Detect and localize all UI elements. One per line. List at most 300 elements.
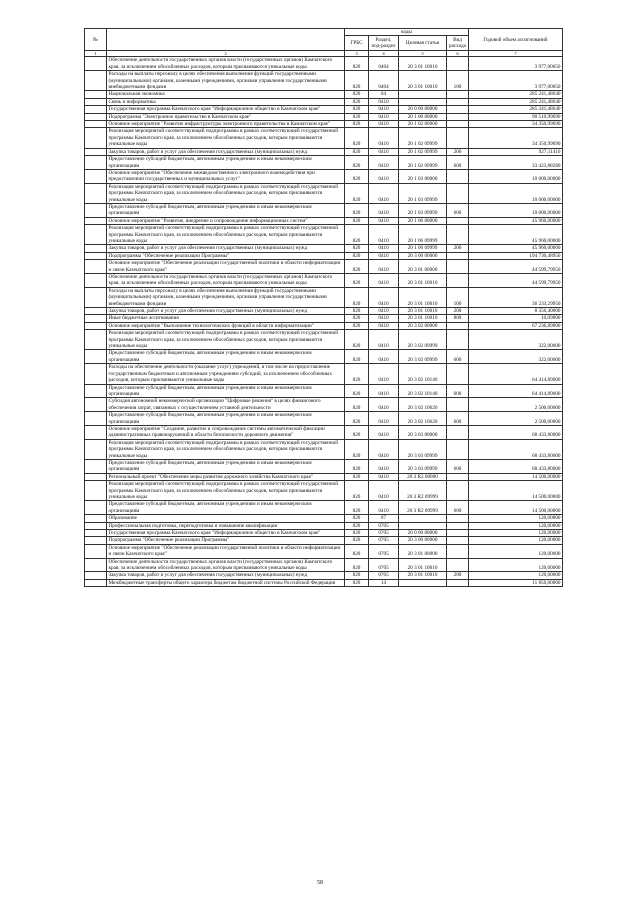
cell-razdel: 0404 <box>369 57 399 71</box>
cell-tsel <box>399 522 447 529</box>
header-grbs: ГРБС <box>345 36 369 51</box>
cell-sum: 322,00000 <box>469 330 563 350</box>
cell-vid: 200 <box>447 148 469 155</box>
cell-razdel: 0410 <box>369 350 399 364</box>
cell-tsel: 20 3 R2 00000 <box>399 473 447 480</box>
cell-vid <box>447 579 469 586</box>
cell-vid <box>447 113 469 120</box>
cell-grbs: 820 <box>345 412 369 426</box>
cell-name: Предоставление субсидий бюджетным, автономным учреждениям и иным некоммерческим организациям <box>107 412 345 426</box>
cell-name: Государственная программа Камчатского края "Информационное общество в Камчатском крае" <box>107 530 345 537</box>
cell-vid <box>447 217 469 224</box>
cell-name: Закупка товаров, работ и услуг для обеспечения государственных (муниципальных) нужд <box>107 308 345 315</box>
cell-name: Реализация мероприятий соответствующей подпрограммы в рамках соответствующей государственной программы Камчатского края, за исключением обособленных расходов, которым присваиваются уникальные коды <box>107 225 345 245</box>
cell-grbs: 820 <box>345 203 369 217</box>
cell-razdel: 0410 <box>369 459 399 473</box>
cell-razdel: 0410 <box>369 148 399 155</box>
cell-tsel: 20 3 02 10620 <box>399 412 447 426</box>
header-codes: коды <box>345 29 469 36</box>
cell-sum: 120,00000 <box>469 530 563 537</box>
cell-razdel: 0705 <box>369 537 399 544</box>
document-page <box>84 28 562 587</box>
cell-vid <box>447 274 469 288</box>
cell-sum: 45 960,00000 <box>469 245 563 252</box>
cell-grbs: 820 <box>345 91 369 98</box>
cell-tsel: 20 3 02 09999 <box>399 330 447 350</box>
cell-grbs: 820 <box>345 148 369 155</box>
cell-no <box>85 113 107 120</box>
cell-name: Обеспечение деятельности государственных органов власти (государственных органов) Камчатского края, за исключением обособленных расходов, которым присваиваются уникальные коды <box>107 57 345 71</box>
cell-tsel: 20 1 06 09999 <box>399 245 447 252</box>
cell-name: Основное мероприятие "Развитие инфраструктуры электронного правительства в Камчатском крае" <box>107 121 345 128</box>
cell-grbs: 820 <box>345 530 369 537</box>
page-number: 58 <box>317 880 323 886</box>
cell-tsel: 20 1 03 00000 <box>399 169 447 183</box>
cell-sum: 3 977,00050 <box>469 57 563 71</box>
cell-no <box>85 98 107 105</box>
cell-no <box>85 121 107 128</box>
table-row <box>85 57 563 71</box>
cell-name: Расходы на обеспечение деятельности (оказание услуг) учреждений, в том числе на предоставление государственным бюджетным и автономным учреждениям субсидий, за исключением обособленных расходов, которым присваиваются уникальные коды <box>107 364 345 384</box>
cell-sum: 34 350,99690 <box>469 128 563 148</box>
cell-grbs: 820 <box>345 330 369 350</box>
cell-tsel: 20 1 03 09999 <box>399 183 447 203</box>
cell-grbs: 820 <box>345 98 369 105</box>
cell-name: Предоставление субсидий бюджетным, автономным учреждениям и иным некоммерческим организациям <box>107 203 345 217</box>
cell-razdel: 0410 <box>369 287 399 307</box>
cell-sum: 120,00000 <box>469 515 563 522</box>
cell-razdel: 0410 <box>369 274 399 288</box>
cell-name: Основное мероприятие "Обеспечение реализации государственной политики в области информатизации и связи Камчатского края" <box>107 260 345 274</box>
cell-sum: 64 414,89000 <box>469 364 563 384</box>
table-row <box>85 530 563 537</box>
cell-no <box>85 57 107 71</box>
cell-vid: 600 <box>447 384 469 398</box>
cell-razdel: 0410 <box>369 315 399 322</box>
cell-sum: 120,00000 <box>469 558 563 572</box>
cell-no <box>85 308 107 315</box>
cell-tsel: 20 1 00 00000 <box>399 113 447 120</box>
cell-vid <box>447 473 469 480</box>
cell-no <box>85 398 107 412</box>
cell-grbs: 820 <box>345 252 369 259</box>
cell-no <box>85 530 107 537</box>
cell-vid <box>447 481 469 501</box>
cell-sum: 120,00000 <box>469 572 563 579</box>
cell-tsel: 20 3 00 00000 <box>399 252 447 259</box>
table-row <box>85 91 563 98</box>
cell-sum: 285 241,48640 <box>469 106 563 113</box>
cell-sum: 11 850,00000 <box>469 579 563 586</box>
cell-no <box>85 71 107 91</box>
cell-no <box>85 330 107 350</box>
cell-tsel: 20 3 00 00000 <box>399 537 447 544</box>
cell-grbs: 820 <box>345 459 369 473</box>
cell-razdel: 0410 <box>369 481 399 501</box>
cell-no <box>85 245 107 252</box>
table-row <box>85 522 563 529</box>
cell-name: Основное мероприятие "Выполнение технологических функций в области информатизации" <box>107 322 345 329</box>
header-no: № <box>85 29 107 51</box>
table-row <box>85 384 563 398</box>
cell-sum: 33 423,88280 <box>469 156 563 170</box>
cell-grbs: 820 <box>345 522 369 529</box>
cell-no <box>85 260 107 274</box>
cell-no <box>85 501 107 515</box>
cell-sum: 8 356,40000 <box>469 308 563 315</box>
cell-sum: 322,00000 <box>469 350 563 364</box>
cell-vid: 600 <box>447 203 469 217</box>
cell-sum: 68 433,80000 <box>469 425 563 439</box>
cell-no <box>85 274 107 288</box>
cell-tsel: 20 3 01 10010 <box>399 57 447 71</box>
cell-grbs: 820 <box>345 57 369 71</box>
cell-sum: 68 433,80000 <box>469 459 563 473</box>
cell-razdel: 0410 <box>369 425 399 439</box>
cell-razdel: 14 <box>369 579 399 586</box>
cell-no <box>85 515 107 522</box>
cell-grbs: 820 <box>345 572 369 579</box>
cell-name: Подпрограмма "Обеспечение реализации Программы" <box>107 537 345 544</box>
header-razdel: Раздел, под-раздел <box>369 36 399 51</box>
table-row <box>85 315 563 322</box>
cell-name: Предоставление субсидий бюджетным, автономным учреждениям и иным некоммерческим организациям <box>107 156 345 170</box>
header-tsel: Целевая статья <box>399 36 447 51</box>
cell-name: Подпрограмма "Обеспечение реализации Программы" <box>107 252 345 259</box>
cell-no <box>85 481 107 501</box>
cell-no <box>85 322 107 329</box>
cell-vid: 800 <box>447 315 469 322</box>
cell-no <box>85 558 107 572</box>
cell-tsel: 20 3 02 10620 <box>399 398 447 412</box>
cell-grbs: 820 <box>345 537 369 544</box>
cell-sum: 44 599,79950 <box>469 260 563 274</box>
cell-name: Реализация мероприятий соответствующей подпрограммы в рамках соответствующей государственной программы Камчатского края, за исключением обособленных расходов, которым присваиваются уникальные коды <box>107 330 345 350</box>
cell-vid: 600 <box>447 501 469 515</box>
cell-tsel: 20 3 01 10010 <box>399 558 447 572</box>
table-row <box>85 481 563 501</box>
cell-tsel: 20 3 01 10010 <box>399 274 447 288</box>
table-row <box>85 322 563 329</box>
cell-razdel: 0705 <box>369 522 399 529</box>
cell-name: Реализация мероприятий соответствующей подпрограммы в рамках соответствующей государственной программы Камчатского края, за исключением обособленных расходов, которым присваиваются уникальные коды <box>107 481 345 501</box>
cell-razdel: 0705 <box>369 544 399 558</box>
cell-name: Связь и информатика <box>107 98 345 105</box>
table-row <box>85 169 563 183</box>
cell-razdel: 0410 <box>369 308 399 315</box>
cell-grbs: 820 <box>345 558 369 572</box>
cell-grbs: 820 <box>345 439 369 459</box>
cell-no <box>85 217 107 224</box>
cell-no <box>85 412 107 426</box>
cell-vid <box>447 106 469 113</box>
cell-grbs: 820 <box>345 274 369 288</box>
cell-name: Межбюджетные трансферты общего характера бюджетам бюджетной системы Российской Федерации <box>107 579 345 586</box>
cell-razdel: 0410 <box>369 98 399 105</box>
cell-sum: 44 599,79950 <box>469 274 563 288</box>
cell-razdel: 0410 <box>369 217 399 224</box>
cell-no <box>85 225 107 245</box>
cell-grbs: 820 <box>345 515 369 522</box>
cell-sum: 90 510,99690 <box>469 113 563 120</box>
table-row <box>85 544 563 558</box>
cell-vid: 200 <box>447 572 469 579</box>
cell-tsel: 20 3 02 00000 <box>399 322 447 329</box>
cell-name: Основное мероприятие "Создание, развитие и сопровождение системы автоматической фиксации административных правонарушений в области безопасности дорожного движения" <box>107 425 345 439</box>
cell-grbs: 820 <box>345 169 369 183</box>
cell-vid <box>447 439 469 459</box>
table-row <box>85 515 563 522</box>
cell-no <box>85 148 107 155</box>
cell-vid <box>447 121 469 128</box>
cell-sum: 14 500,00000 <box>469 473 563 480</box>
cell-no <box>85 183 107 203</box>
cell-tsel: 20 3 03 09999 <box>399 459 447 473</box>
cell-tsel <box>399 91 447 98</box>
cell-no <box>85 252 107 259</box>
cell-vid: 600 <box>447 459 469 473</box>
cell-grbs: 820 <box>345 398 369 412</box>
cell-sum: 10 000,00000 <box>469 203 563 217</box>
table-row <box>85 398 563 412</box>
cell-tsel: 20 3 01 10010 <box>399 287 447 307</box>
cell-no <box>85 544 107 558</box>
table-row <box>85 308 563 315</box>
table-row <box>85 572 563 579</box>
cell-sum: 67 236,89000 <box>469 322 563 329</box>
cell-sum: 34 350,99690 <box>469 121 563 128</box>
table-row <box>85 579 563 586</box>
table-row <box>85 148 563 155</box>
cell-sum: 64 414,89000 <box>469 384 563 398</box>
cell-grbs: 820 <box>345 121 369 128</box>
cell-tsel: 20 3 01 00000 <box>399 260 447 274</box>
table-row <box>85 425 563 439</box>
cell-sum: 120,00000 <box>469 544 563 558</box>
cell-name: Реализация мероприятий соответствующей подпрограммы в рамках соответствующей государственной программы Камчатского края, за исключением обособленных расходов, которым присваиваются уникальные коды <box>107 183 345 203</box>
cell-tsel: 20 1 06 09999 <box>399 225 447 245</box>
cell-tsel: 20 3 01 10010 <box>399 315 447 322</box>
cell-vid <box>447 128 469 148</box>
cell-no <box>85 439 107 459</box>
cell-razdel: 0410 <box>369 439 399 459</box>
cell-sum: 14 500,00000 <box>469 501 563 515</box>
cell-no <box>85 91 107 98</box>
cell-name: Предоставление субсидий бюджетным, автономным учреждениям и иным некоммерческим организациям <box>107 350 345 364</box>
cell-razdel: 04 <box>369 91 399 98</box>
cell-no <box>85 537 107 544</box>
cell-razdel: 0410 <box>369 121 399 128</box>
cell-tsel: 20 3 02 10140 <box>399 364 447 384</box>
table-row <box>85 98 563 105</box>
table-row <box>85 459 563 473</box>
table-row <box>85 203 563 217</box>
cell-tsel: 20 3 02 10140 <box>399 384 447 398</box>
cell-razdel: 0705 <box>369 558 399 572</box>
cell-tsel: 20 3 01 10010 <box>399 572 447 579</box>
idx-6: 6 <box>447 51 469 57</box>
cell-vid <box>447 522 469 529</box>
cell-sum: 10 000,00000 <box>469 183 563 203</box>
cell-vid <box>447 558 469 572</box>
table-row <box>85 412 563 426</box>
cell-grbs: 820 <box>345 425 369 439</box>
cell-vid <box>447 252 469 259</box>
cell-razdel: 0410 <box>369 398 399 412</box>
table-row <box>85 364 563 384</box>
cell-vid: 100 <box>447 71 469 91</box>
cell-name: Предоставление субсидий бюджетным, автономным учреждениям и иным некоммерческим организациям <box>107 501 345 515</box>
header-vid: Вид расхода <box>447 36 469 51</box>
cell-razdel: 0410 <box>369 260 399 274</box>
cell-name: Закупка товаров, работ и услуг для обеспечения государственных (муниципальных) нужд <box>107 148 345 155</box>
cell-razdel: 0410 <box>369 384 399 398</box>
table-row <box>85 71 563 91</box>
cell-razdel: 0410 <box>369 412 399 426</box>
table-row <box>85 106 563 113</box>
cell-vid: 600 <box>447 412 469 426</box>
cell-grbs: 820 <box>345 71 369 91</box>
cell-tsel: 20 3 01 00000 <box>399 544 447 558</box>
cell-razdel: 0410 <box>369 203 399 217</box>
table-row <box>85 537 563 544</box>
table-row <box>85 350 563 364</box>
cell-razdel: 0410 <box>369 473 399 480</box>
cell-vid <box>447 364 469 384</box>
cell-grbs: 820 <box>345 183 369 203</box>
cell-tsel: 20 1 06 00000 <box>399 217 447 224</box>
idx-4: 4 <box>369 51 399 57</box>
cell-grbs: 820 <box>345 322 369 329</box>
cell-grbs: 820 <box>345 384 369 398</box>
table-row <box>85 558 563 572</box>
cell-vid <box>447 544 469 558</box>
cell-tsel: 20 1 02 00000 <box>399 121 447 128</box>
cell-vid <box>447 169 469 183</box>
cell-vid: 200 <box>447 308 469 315</box>
idx-3: 3 <box>345 51 369 57</box>
cell-sum: 10,09000 <box>469 315 563 322</box>
cell-name: Предоставление субсидий бюджетным, автономным учреждениям и иным некоммерческим организациям <box>107 384 345 398</box>
cell-tsel: 20 0 00 00000 <box>399 530 447 537</box>
cell-grbs: 820 <box>345 308 369 315</box>
table-row <box>85 156 563 170</box>
cell-tsel: 20 1 02 09999 <box>399 148 447 155</box>
cell-vid <box>447 398 469 412</box>
cell-vid <box>447 260 469 274</box>
cell-sum: 14 500,00000 <box>469 481 563 501</box>
cell-no <box>85 572 107 579</box>
cell-name: Предоставление субсидий бюджетным, автономным учреждениям и иным некоммерческим организациям <box>107 459 345 473</box>
cell-no <box>85 459 107 473</box>
cell-name: Иные бюджетные ассигнования <box>107 315 345 322</box>
cell-name: Субсидия автономной некоммерческой организации "Цифровые решения" в целях финансового обеспечения затрат, связанных с осуществлением уставной деятельности <box>107 398 345 412</box>
cell-sum: 45 960,00000 <box>469 217 563 224</box>
cell-no <box>85 106 107 113</box>
cell-no <box>85 203 107 217</box>
cell-grbs: 820 <box>345 481 369 501</box>
cell-tsel: 20 3 03 00000 <box>399 425 447 439</box>
cell-tsel <box>399 515 447 522</box>
cell-tsel: 20 3 02 09999 <box>399 350 447 364</box>
cell-grbs: 820 <box>345 473 369 480</box>
cell-sum: 120,00000 <box>469 537 563 544</box>
cell-vid: 100 <box>447 287 469 307</box>
table-row <box>85 245 563 252</box>
table-row <box>85 260 563 274</box>
cell-grbs: 820 <box>345 106 369 113</box>
cell-grbs: 820 <box>345 544 369 558</box>
header-name <box>107 29 345 51</box>
cell-sum: 45 960,00000 <box>469 225 563 245</box>
cell-tsel: 20 3 03 09999 <box>399 439 447 459</box>
cell-grbs: 820 <box>345 350 369 364</box>
cell-name: Расходы на выплаты персоналу в целях обеспечения выполнения функций государственными (муниципальными) органами, казенными учреждениями, органами управления государственными внебюджетными фондами <box>107 287 345 307</box>
table-row <box>85 439 563 459</box>
cell-sum: 927,11410 <box>469 148 563 155</box>
cell-tsel: 20 3 R2 09999 <box>399 501 447 515</box>
cell-name: Региональный проект "Обеспечение меры развития дорожного хозяйства Камчатского края" <box>107 473 345 480</box>
table-row <box>85 113 563 120</box>
cell-grbs: 820 <box>345 128 369 148</box>
cell-no <box>85 579 107 586</box>
cell-vid <box>447 98 469 105</box>
cell-name: Образование <box>107 515 345 522</box>
table-row <box>85 121 563 128</box>
cell-vid <box>447 57 469 71</box>
cell-name: Закупка товаров, работ и услуг для обеспечения государственных (муниципальных) нужд <box>107 245 345 252</box>
cell-razdel: 0410 <box>369 106 399 113</box>
cell-no <box>85 522 107 529</box>
cell-razdel: 0410 <box>369 156 399 170</box>
cell-tsel: 20 0 00 00000 <box>399 106 447 113</box>
cell-no <box>85 384 107 398</box>
table-row <box>85 183 563 203</box>
cell-sum: 285 241,48640 <box>469 91 563 98</box>
cell-razdel: 0705 <box>369 572 399 579</box>
cell-razdel: 0410 <box>369 501 399 515</box>
cell-tsel <box>399 98 447 105</box>
cell-no <box>85 169 107 183</box>
header-row <box>85 29 563 36</box>
cell-sum: 3 977,00050 <box>469 71 563 91</box>
table-row <box>85 274 563 288</box>
cell-razdel: 0410 <box>369 322 399 329</box>
cell-name: Обеспечение деятельности государственных органов власти (государственных органов) Камчатского края, за исключением обособленных расходов, которым присваиваются уникальные коды <box>107 274 345 288</box>
cell-tsel: 20 3 01 10010 <box>399 71 447 91</box>
cell-sum: 285 241,48640 <box>469 98 563 105</box>
cell-name: Основное мероприятие "Обеспечение межведомственного электронного взаимодействия при предоставлении государственных и муниципальных услуг" <box>107 169 345 183</box>
cell-vid <box>447 330 469 350</box>
cell-no <box>85 425 107 439</box>
cell-vid <box>447 91 469 98</box>
cell-grbs: 820 <box>345 364 369 384</box>
cell-razdel: 0410 <box>369 113 399 120</box>
idx-2: 2 <box>107 51 345 57</box>
cell-vid <box>447 322 469 329</box>
cell-tsel: 20 3 01 10010 <box>399 308 447 315</box>
cell-grbs: 820 <box>345 260 369 274</box>
cell-sum: 194 730,48950 <box>469 252 563 259</box>
cell-no <box>85 364 107 384</box>
cell-vid: 200 <box>447 245 469 252</box>
cell-vid <box>447 530 469 537</box>
cell-tsel: 20 3 R2 09999 <box>399 481 447 501</box>
cell-vid <box>447 225 469 245</box>
cell-sum: 36 233,29950 <box>469 287 563 307</box>
cell-razdel: 0410 <box>369 245 399 252</box>
cell-no <box>85 128 107 148</box>
